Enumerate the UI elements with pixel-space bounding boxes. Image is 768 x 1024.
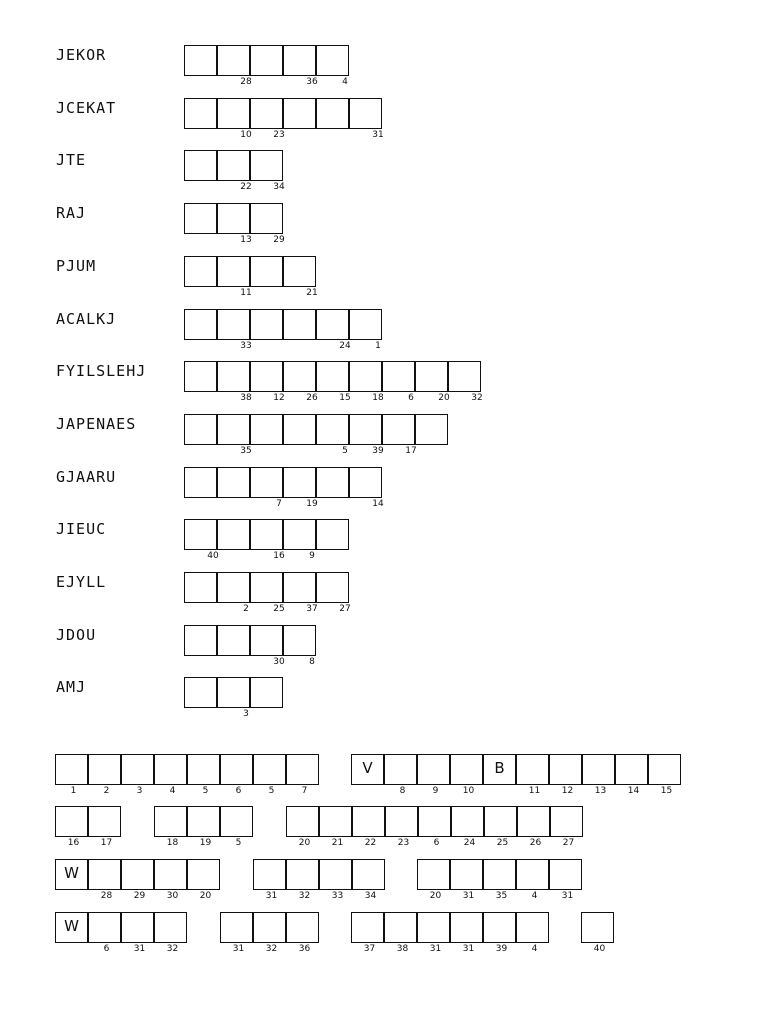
solution-cell[interactable] — [417, 912, 450, 943]
clue-cell[interactable] — [217, 361, 250, 392]
cell-number: 25 — [496, 838, 509, 848]
clue-cell[interactable] — [382, 361, 415, 392]
clue-cell[interactable] — [250, 98, 283, 129]
clue-cell[interactable] — [217, 625, 250, 656]
cell-number: 5 — [268, 786, 275, 796]
clue-cell[interactable] — [184, 414, 217, 445]
cell-number: 2 — [103, 786, 110, 796]
solution-cell[interactable] — [220, 912, 253, 943]
solution-cell[interactable] — [55, 806, 88, 837]
solution-cell[interactable] — [286, 806, 319, 837]
cell-number: 10 — [240, 130, 252, 140]
cell-number: 29 — [133, 891, 146, 901]
clue-cell[interactable] — [316, 309, 349, 340]
solution-cell[interactable] — [88, 859, 121, 890]
cell-number: 19 — [199, 838, 212, 848]
clue-word: PJUM — [56, 257, 97, 275]
clue-cell[interactable] — [184, 519, 217, 550]
clue-cell[interactable] — [448, 361, 481, 392]
cell-number: 32 — [298, 891, 311, 901]
cell-number: 20 — [429, 891, 442, 901]
clue-cell[interactable] — [382, 414, 415, 445]
clue-cell[interactable] — [415, 361, 448, 392]
solution-cell[interactable] — [187, 806, 220, 837]
cell-number: 18 — [372, 393, 384, 403]
cell-number: 1 — [70, 786, 77, 796]
cell-number: 6 — [408, 393, 414, 403]
clue-cell[interactable] — [184, 256, 217, 287]
cell-number: 32 — [265, 944, 278, 954]
solution-cell[interactable] — [384, 912, 417, 943]
clue-cell[interactable] — [316, 467, 349, 498]
clue-word: RAJ — [56, 204, 87, 222]
clue-cell[interactable] — [184, 572, 217, 603]
cell-number: 1 — [375, 341, 381, 351]
cell-number: 36 — [306, 77, 318, 87]
cell-number: 38 — [240, 393, 252, 403]
solution-cell[interactable] — [450, 859, 483, 890]
clue-cell[interactable] — [184, 203, 217, 234]
cell-number: 36 — [298, 944, 311, 954]
clue-cell[interactable] — [250, 203, 283, 234]
clue-cell[interactable] — [283, 361, 316, 392]
clue-word: JTE — [56, 151, 87, 169]
solution-letter: W — [64, 864, 79, 882]
solution-cell[interactable] — [517, 806, 550, 837]
cell-number: 11 — [240, 288, 252, 298]
clue-word: JIEUC — [56, 520, 107, 538]
solution-cell[interactable] — [253, 859, 286, 890]
clue-cell[interactable] — [217, 256, 250, 287]
cell-number: 14 — [372, 499, 384, 509]
clue-cell[interactable] — [283, 414, 316, 445]
clue-cell[interactable] — [250, 572, 283, 603]
clue-cell[interactable] — [349, 98, 382, 129]
cell-number: 27 — [339, 604, 351, 614]
clue-word: JEKOR — [56, 46, 107, 64]
cell-number: 37 — [306, 604, 318, 614]
cell-number: 6 — [103, 944, 110, 954]
solution-cell[interactable] — [121, 754, 154, 785]
solution-cell[interactable] — [286, 859, 319, 890]
clue-cell[interactable] — [283, 625, 316, 656]
solution-cell[interactable] — [516, 754, 549, 785]
solution-cell[interactable] — [417, 754, 450, 785]
cell-number: 14 — [627, 786, 640, 796]
solution-cell[interactable] — [483, 912, 516, 943]
clue-cell[interactable] — [283, 467, 316, 498]
clue-cell[interactable] — [217, 572, 250, 603]
clue-cell[interactable] — [184, 677, 217, 708]
solution-cell[interactable] — [417, 859, 450, 890]
cell-number: 3 — [243, 709, 249, 719]
solution-cell[interactable] — [549, 859, 582, 890]
clue-cell[interactable] — [184, 625, 217, 656]
solution-cell[interactable] — [352, 806, 385, 837]
cell-number: 10 — [462, 786, 475, 796]
clue-cell[interactable] — [184, 361, 217, 392]
solution-cell[interactable] — [154, 754, 187, 785]
solution-cell[interactable] — [549, 754, 582, 785]
solution-cell[interactable] — [648, 754, 681, 785]
clue-cell[interactable] — [184, 150, 217, 181]
cell-number: 5 — [202, 786, 209, 796]
clue-cell[interactable] — [250, 519, 283, 550]
cell-number: 38 — [396, 944, 409, 954]
clue-cell[interactable] — [283, 98, 316, 129]
cell-number: 3 — [136, 786, 143, 796]
clue-cell[interactable] — [184, 467, 217, 498]
cell-number: 20 — [438, 393, 450, 403]
clue-word: GJAARU — [56, 468, 117, 486]
solution-cell[interactable] — [187, 754, 220, 785]
cell-number: 31 — [372, 130, 384, 140]
clue-cell[interactable] — [250, 309, 283, 340]
solution-cell[interactable] — [483, 859, 516, 890]
cell-number: 25 — [273, 604, 285, 614]
cell-number: 5 — [342, 446, 348, 456]
solution-cell[interactable] — [351, 912, 384, 943]
solution-cell[interactable] — [286, 912, 319, 943]
solution-cell[interactable] — [351, 754, 384, 785]
clue-cell[interactable] — [217, 203, 250, 234]
solution-cell[interactable] — [450, 912, 483, 943]
clue-cell[interactable] — [349, 309, 382, 340]
solution-cell[interactable] — [55, 754, 88, 785]
cell-number: 22 — [240, 182, 252, 192]
clue-cell[interactable] — [250, 45, 283, 76]
cell-number: 30 — [273, 657, 285, 667]
clue-cell[interactable] — [217, 677, 250, 708]
clue-cell[interactable] — [283, 309, 316, 340]
cell-number: 29 — [273, 235, 285, 245]
solution-cell[interactable] — [483, 754, 516, 785]
cell-number: 2 — [243, 604, 249, 614]
solution-cell[interactable] — [550, 806, 583, 837]
solution-letter: V — [362, 759, 373, 777]
clue-cell[interactable] — [316, 572, 349, 603]
cell-number: 18 — [166, 838, 179, 848]
cell-number: 20 — [298, 838, 311, 848]
solution-cell[interactable] — [253, 912, 286, 943]
solution-letter: B — [494, 759, 505, 777]
cell-number: 15 — [339, 393, 351, 403]
solution-cell[interactable] — [615, 754, 648, 785]
solution-cell[interactable] — [187, 859, 220, 890]
cell-number: 40 — [207, 551, 219, 561]
cell-number: 31 — [265, 891, 278, 901]
solution-cell[interactable] — [121, 859, 154, 890]
cell-number: 37 — [363, 944, 376, 954]
cell-number: 28 — [100, 891, 113, 901]
cell-number: 6 — [235, 786, 242, 796]
clue-cell[interactable] — [217, 98, 250, 129]
cell-number: 8 — [309, 657, 315, 667]
cell-number: 12 — [561, 786, 574, 796]
cell-number: 4 — [169, 786, 176, 796]
solution-cell[interactable] — [154, 859, 187, 890]
cell-number: 31 — [462, 891, 475, 901]
solution-cell[interactable] — [384, 754, 417, 785]
cell-number: 35 — [240, 446, 252, 456]
solution-cell[interactable] — [88, 754, 121, 785]
clue-cell[interactable] — [316, 414, 349, 445]
clue-cell[interactable] — [217, 45, 250, 76]
cell-number: 34 — [273, 182, 285, 192]
clue-cell[interactable] — [184, 309, 217, 340]
clue-word: JAPENAES — [56, 415, 137, 433]
clue-cell[interactable] — [184, 45, 217, 76]
solution-cell[interactable] — [516, 912, 549, 943]
solution-cell[interactable] — [450, 754, 483, 785]
solution-cell[interactable] — [582, 754, 615, 785]
solution-cell[interactable] — [319, 806, 352, 837]
clue-cell[interactable] — [250, 256, 283, 287]
cell-number: 4 — [342, 77, 348, 87]
solution-cell[interactable] — [516, 859, 549, 890]
cell-number: 16 — [273, 551, 285, 561]
cell-number: 7 — [301, 786, 308, 796]
cell-number: 31 — [462, 944, 475, 954]
solution-cell[interactable] — [121, 912, 154, 943]
cell-number: 19 — [306, 499, 318, 509]
cell-number: 39 — [495, 944, 508, 954]
cell-number: 26 — [306, 393, 318, 403]
clue-cell[interactable] — [250, 361, 283, 392]
cell-number: 39 — [372, 446, 384, 456]
clue-cell[interactable] — [349, 414, 382, 445]
solution-cell[interactable] — [154, 806, 187, 837]
clue-word: EJYLL — [56, 573, 107, 591]
cell-number: 15 — [660, 786, 673, 796]
clue-cell[interactable] — [250, 467, 283, 498]
cell-number: 27 — [562, 838, 575, 848]
clue-cell[interactable] — [283, 572, 316, 603]
clue-cell[interactable] — [283, 519, 316, 550]
clue-cell[interactable] — [250, 150, 283, 181]
solution-cell[interactable] — [319, 859, 352, 890]
solution-cell[interactable] — [418, 806, 451, 837]
clue-cell[interactable] — [349, 361, 382, 392]
cell-number: 24 — [339, 341, 351, 351]
clue-cell[interactable] — [184, 98, 217, 129]
solution-cell[interactable] — [154, 912, 187, 943]
clue-cell[interactable] — [283, 45, 316, 76]
cell-number: 4 — [531, 891, 538, 901]
solution-cell[interactable] — [352, 859, 385, 890]
solution-cell[interactable] — [451, 806, 484, 837]
clue-cell[interactable] — [250, 677, 283, 708]
cell-number: 23 — [397, 838, 410, 848]
cell-number: 9 — [432, 786, 439, 796]
clue-cell[interactable] — [217, 150, 250, 181]
cell-number: 35 — [495, 891, 508, 901]
solution-cell[interactable] — [220, 806, 253, 837]
cell-number: 17 — [100, 838, 113, 848]
cell-number: 11 — [528, 786, 541, 796]
clue-cell[interactable] — [316, 98, 349, 129]
clue-cell[interactable] — [217, 414, 250, 445]
solution-cell[interactable] — [286, 754, 319, 785]
clue-cell[interactable] — [283, 256, 316, 287]
clue-cell[interactable] — [217, 467, 250, 498]
clue-word: JDOU — [56, 626, 97, 644]
cell-number: 31 — [429, 944, 442, 954]
cell-number: 30 — [166, 891, 179, 901]
solution-cell[interactable] — [55, 912, 88, 943]
solution-cell[interactable] — [484, 806, 517, 837]
cell-number: 40 — [593, 944, 606, 954]
cell-number: 31 — [133, 944, 146, 954]
cell-number: 7 — [276, 499, 282, 509]
cell-number: 31 — [561, 891, 574, 901]
cell-number: 28 — [240, 77, 252, 87]
clue-word: ACALKJ — [56, 310, 117, 328]
solution-cell[interactable] — [55, 859, 88, 890]
cell-number: 13 — [594, 786, 607, 796]
clue-word: JCEKAT — [56, 99, 117, 117]
clue-cell[interactable] — [217, 309, 250, 340]
cell-number: 5 — [235, 838, 242, 848]
cell-number: 17 — [405, 446, 417, 456]
cell-number: 8 — [399, 786, 406, 796]
solution-cell[interactable] — [581, 912, 614, 943]
cell-number: 13 — [240, 235, 252, 245]
clue-cell[interactable] — [316, 45, 349, 76]
clue-word: AMJ — [56, 678, 87, 696]
cell-number: 24 — [463, 838, 476, 848]
clue-cell[interactable] — [415, 414, 448, 445]
solution-cell[interactable] — [253, 754, 286, 785]
cell-number: 32 — [166, 944, 179, 954]
cell-number: 33 — [331, 891, 344, 901]
cell-number: 20 — [199, 891, 212, 901]
cell-number: 31 — [232, 944, 245, 954]
cell-number: 4 — [531, 944, 538, 954]
clue-cell[interactable] — [349, 467, 382, 498]
solution-letter: W — [64, 917, 79, 935]
clue-cell[interactable] — [250, 414, 283, 445]
clue-cell[interactable] — [250, 625, 283, 656]
solution-cell[interactable] — [385, 806, 418, 837]
clue-word: FYILSLEHJ — [56, 362, 147, 380]
cell-number: 33 — [240, 341, 252, 351]
solution-cell[interactable] — [88, 806, 121, 837]
cell-number: 26 — [529, 838, 542, 848]
solution-cell[interactable] — [88, 912, 121, 943]
cell-number: 21 — [331, 838, 344, 848]
clue-cell[interactable] — [316, 361, 349, 392]
clue-cell[interactable] — [316, 519, 349, 550]
cell-number: 12 — [273, 393, 285, 403]
cell-number: 9 — [309, 551, 315, 561]
cell-number: 21 — [306, 288, 318, 298]
cell-number: 32 — [471, 393, 483, 403]
cell-number: 16 — [67, 838, 80, 848]
cell-number: 22 — [364, 838, 377, 848]
clue-cell[interactable] — [217, 519, 250, 550]
cell-number: 34 — [364, 891, 377, 901]
cell-number: 6 — [433, 838, 440, 848]
cell-number: 23 — [273, 130, 285, 140]
solution-cell[interactable] — [220, 754, 253, 785]
